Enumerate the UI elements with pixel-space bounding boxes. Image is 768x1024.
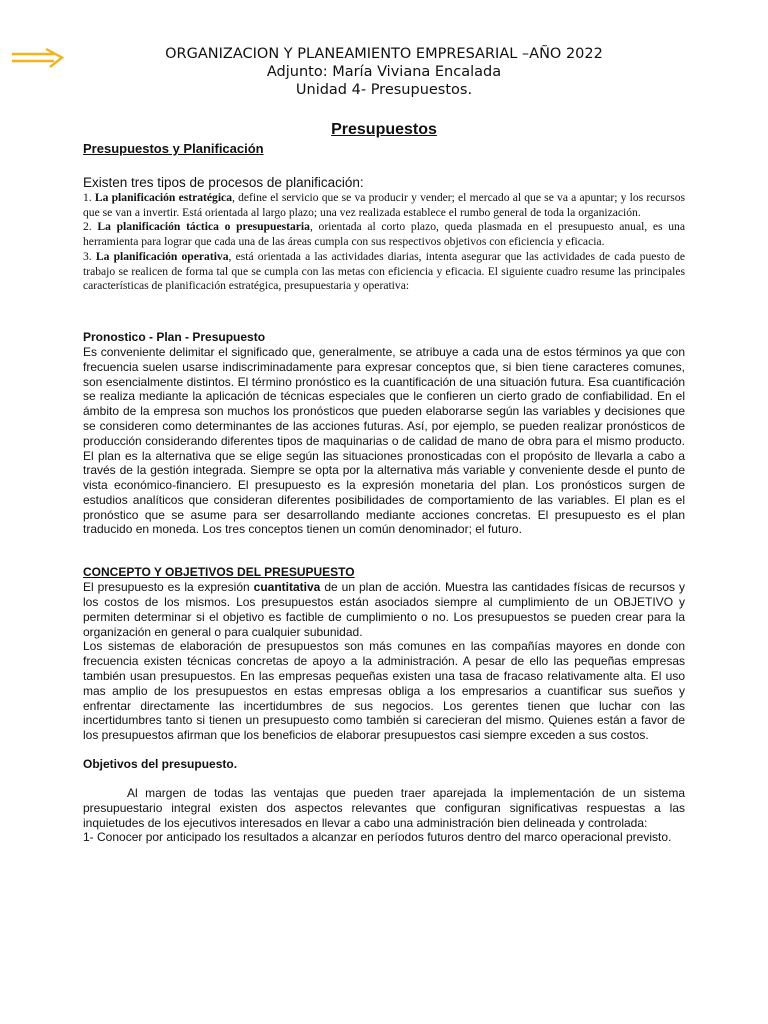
- document-header: [0, 45, 768, 99]
- objetivos-paragraph: Al margen de todas las ventajas que pueden traer aparejada la implementación de un sistema presupuestario integral existen dos aspectos relevantes que configuran significativas respuestas a las inquietudes de los ejecutivos interesados en llevar a cabo una administración bien delineada y controlada:: [83, 786, 685, 830]
- document-body: [83, 140, 685, 845]
- item-number: 3.: [83, 249, 96, 263]
- header-adjunto: Adjunto: María Viviana Encalada: [266, 64, 502, 80]
- planificacion-list: [83, 191, 685, 294]
- text-run: de un plan de acción. Muestra las cantidades físicas de recursos y los costos de los mismos. Los presupuestos están asociados siempre al cumplimiento de un OBJETIVO y permiten determinar si el objetivo es factible de cumplimiento o no. Los presupuestos se pueden crear para la organización en general o para cualquier subunidad.: [83, 580, 685, 639]
- item-number: 2.: [83, 220, 98, 234]
- item-term: La planificación operativa: [95, 249, 229, 263]
- text-bold: cuantitativa: [253, 580, 321, 595]
- list-item: [83, 220, 685, 249]
- item-term: La planificación estratégica: [94, 191, 233, 204]
- concepto-paragraph-1: [83, 580, 685, 639]
- page-title: Presupuestos: [331, 121, 437, 138]
- text-run: El presupuesto es la expresión: [83, 580, 254, 595]
- objetivos-item-1: 1- Conocer por anticipado los resultados a alcanzar en períodos futuros dentro del marco operacional previsto.: [83, 830, 672, 845]
- section-heading-objetivos: Objetivos del presupuesto.: [83, 757, 238, 772]
- item-term: La planificación táctica o presupuestaria: [97, 220, 310, 234]
- item-text: , orientada al corto plazo, queda plasmada en el presupuesto anual, es una herramienta para lograr que cada una de las áreas cumpla con sus respectivos objetivos con eficiencia y eficacia.: [83, 220, 685, 249]
- pronostico-paragraph: Es conveniente delimitar el significado que, generalmente, se atribuye a cada una de estos términos ya que con frecuencia suelen usarse indiscriminadamente para expresar conceptos que, si bien tiene caracteres comunes, son esencialmente distintos. El término pronóstico es la cuantificación de una situación futura. Esa cuantificación se realiza mediante la aplicación de técnicas especiales que le confieren un cierto grado de confiabilidad. En el ámbito de la empresa son muchos los pronósticos que pueden elaborarse según las variables y decisiones que se consideren como determinantes de las acciones futuras. Así, por ejemplo, se pueden realizar pronósticos de producción considerando diferentes tipos de maquinarias o de calidad de mano de obra para el mismo producto. El plan es la alternativa que se elige según las situaciones pronosticadas con el propósito de llevarla a cabo a través de la gestión integrada. Siempre se opta por la alternativa más variable y conveniente desde el punto de vista económico-financiero. El presupuesto es la expresión monetaria del plan. Los pronósticos surgen de estudios analíticos que consideran diferentes posibilidades de comportamiento de las variables. El plan es el pronóstico que se asume para ser desarrollando mediante acciones concretas. El presupuesto es el plan traducido en moneda. Los tres conceptos tienen un común denominador; el futuro.: [83, 344, 685, 537]
- item-text: , define el servicio que se va producir y vender; el mercado al que se va a apuntar; y los recursos que se van a invertir. Está orientada al largo plazo; una vez realizada establece el rumbo general de toda la organización.: [83, 191, 686, 219]
- planificacion-intro: Existen tres tipos de procesos de planificación:: [83, 175, 364, 190]
- item-text: , está orientada a las actividades diarias, intenta asegurar que las actividades de cada puesto de trabajo se realicen de forma tal que se cumpla con las metas con eficiencia y eficacia. El siguiente cuadro resume las principales características de planificación estratégica, presupuestaria y operativa:: [83, 249, 686, 293]
- section-heading-planificacion: Presupuestos y Planificación: [83, 141, 264, 156]
- header-unit: Unidad 4- Presupuestos.: [295, 82, 473, 98]
- concepto-paragraph-2: Los sistemas de elaboración de presupuestos son más comunes en las compañías mayores en donde con frecuencia existen técnicas concretas de apoyo a la administración. A pesar de ello las pequeñas empresas también usan presupuestos. En las empresas pequeñas existen una tasa de fracaso relativamente alta. El uso mas amplio de los presupuestos en estas empresas obliga a los empresarios a cuantificar sus sueños y enfrentar directamente las incertidumbres de sus negocios. Los gerentes tienen que luchar con las incertidumbres tanto si tienen un presupuesto como también si carecieran del mismo. Quienes están a favor de los presupuestos afirman que los beneficios de elaborar presupuestos casi siempre exceden a sus costos.: [83, 639, 685, 743]
- header-course: ORGANIZACION Y PLANEAMIENTO EMPRESARIAL –AÑO 2022: [165, 46, 603, 62]
- list-item: [83, 191, 685, 220]
- section-heading-pronostico: Pronostico - Plan - Presupuesto: [83, 329, 266, 344]
- list-item: [83, 250, 685, 294]
- item-number: 1.: [83, 191, 95, 204]
- section-heading-concepto: CONCEPTO Y OBJETIVOS DEL PRESUPUESTO: [83, 565, 355, 580]
